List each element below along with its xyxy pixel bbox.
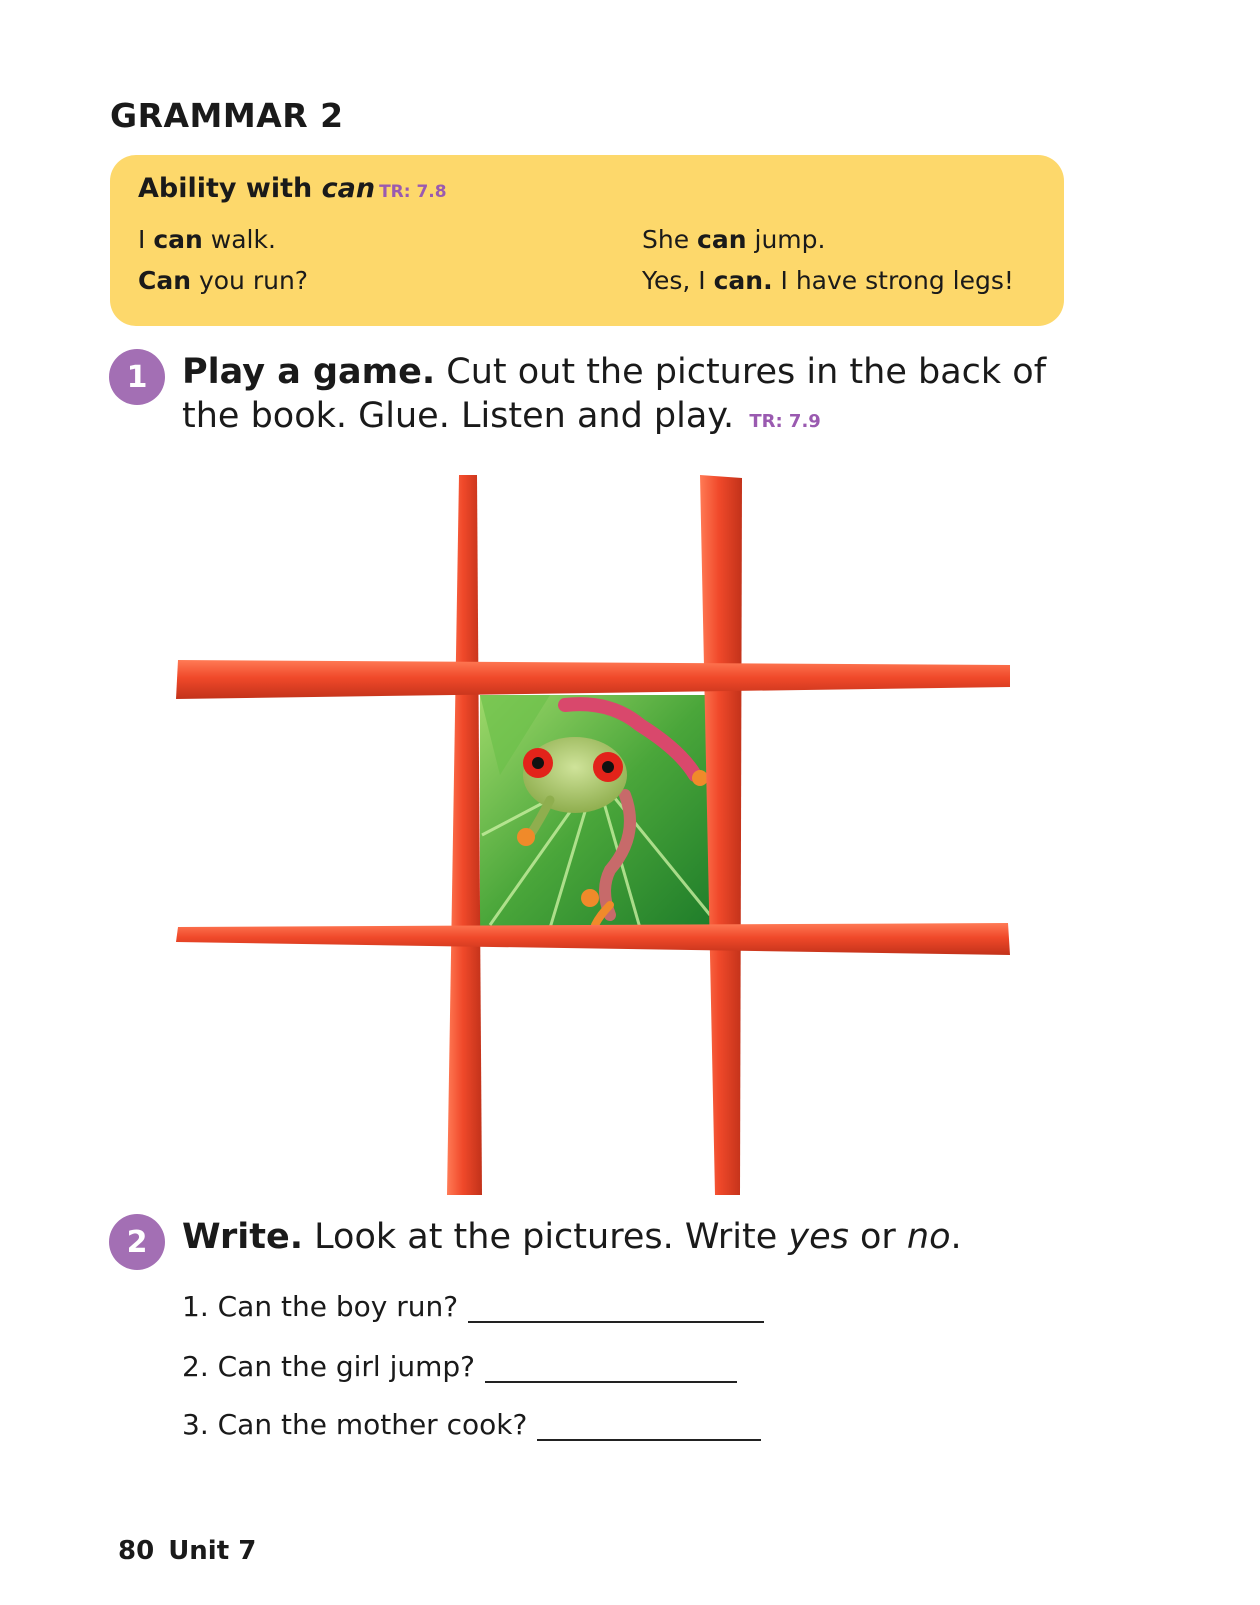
answer-blank[interactable]: [485, 1357, 737, 1383]
page-footer: [118, 1536, 270, 1566]
grammar-box-title: [138, 173, 447, 204]
question-text: 1. Can the boy run?: [182, 1290, 459, 1323]
section-title: GRAMMAR 2: [110, 96, 344, 135]
activity-1-instructions: Play a game. Cut out the pictures in the back of the book. Glue. Listen and play. TR: 7.9: [182, 352, 1047, 436]
grammar-example: I can walk.: [138, 225, 276, 254]
tic-tac-toe-board: [170, 475, 1050, 1230]
question-text: 2. Can the girl jump?: [182, 1350, 476, 1383]
activity-number-badge: 1: [109, 349, 165, 405]
question-line: [182, 1408, 761, 1441]
question-line: [182, 1350, 737, 1383]
activity-2-instructions: Write. Look at the pictures. Write yes or no.: [182, 1217, 962, 1257]
activity-2-title: Write.: [182, 1217, 304, 1257]
grammar-title-prefix: Ability with: [138, 173, 322, 204]
grammar-example: Yes, I can. I have strong legs!: [642, 266, 1014, 295]
frog-picture: [480, 695, 712, 928]
grammar-box: [110, 155, 1064, 326]
activity-number-badge: 2: [109, 1214, 165, 1270]
question-line: [182, 1290, 764, 1323]
grammar-example: She can jump.: [642, 225, 826, 254]
grammar-title-word: can: [321, 173, 376, 204]
audio-track-label: TR: 7.9: [749, 411, 821, 432]
question-text: 3. Can the mother cook?: [182, 1408, 528, 1441]
board-bar: [176, 660, 1010, 699]
activity-1-title: Play a game.: [182, 352, 436, 392]
board-bar: [447, 475, 482, 1195]
answer-blank[interactable]: [468, 1297, 764, 1323]
board-bar: [176, 923, 1010, 955]
unit-label: Unit 7: [168, 1536, 257, 1566]
page-number: 80: [118, 1536, 155, 1566]
answer-blank[interactable]: [537, 1415, 761, 1441]
audio-track-label: TR: 7.8: [379, 182, 447, 202]
grammar-example: Can you run?: [138, 266, 309, 295]
